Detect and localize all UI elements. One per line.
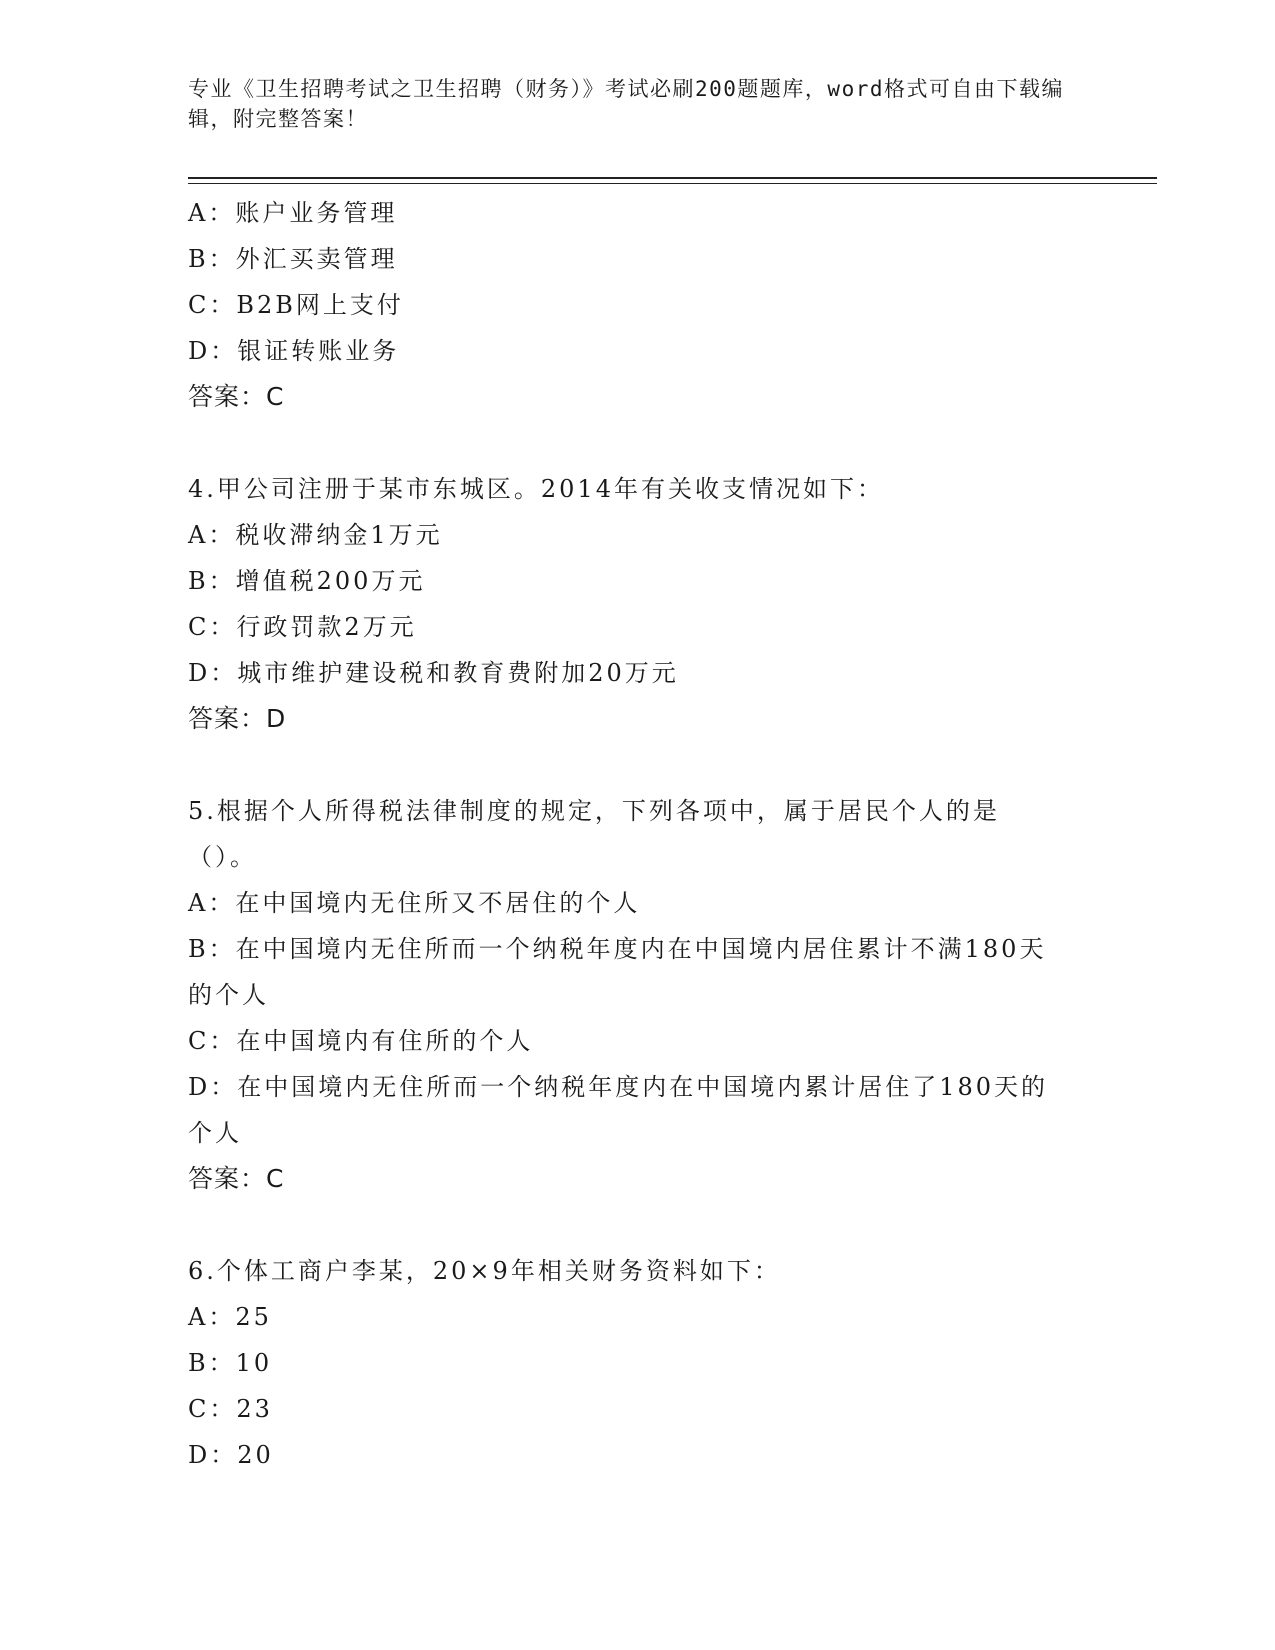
- answer: 答案：D: [188, 704, 287, 733]
- option-b: B：10: [188, 1349, 273, 1377]
- option-d: D：在中国境内无住所而一个纳税年度内在中国境内累计居住了180天的个人: [188, 1073, 1049, 1147]
- spacer: [188, 1202, 1088, 1248]
- spacer: [188, 420, 1088, 466]
- header-divider-thick: [188, 177, 1157, 179]
- option-c: C：在中国境内有住所的个人: [188, 1027, 534, 1055]
- question-5: [188, 788, 1088, 1202]
- document-header: 专业《卫生招聘考试之卫生招聘（财务）》考试必刷200题题库，word格式可自由下载编辑，附完整答案！: [188, 77, 1064, 131]
- option-a: A：账户业务管理: [188, 199, 398, 227]
- question-3: [188, 190, 1088, 420]
- option-d: D：银证转账业务: [188, 337, 400, 365]
- option-c: C：B2B网上支付: [188, 291, 404, 319]
- question-list: [188, 190, 1088, 1478]
- header-divider-thin: [188, 183, 1157, 184]
- option-c: C：23: [188, 1395, 273, 1423]
- question-title: 5.根据个人所得税法律制度的规定，下列各项中，属于居民个人的是（）。: [188, 797, 1000, 871]
- question-4: [188, 466, 1088, 742]
- question-title: 4.甲公司注册于某市东城区。2014年有关收支情况如下：: [188, 475, 884, 503]
- option-a: A：25: [188, 1303, 272, 1331]
- option-a: A：税收滞纳金1万元: [188, 521, 443, 549]
- option-c: C：行政罚款2万元: [188, 613, 417, 641]
- option-b: B：增值税200万元: [188, 567, 426, 595]
- option-d: D：城市维护建设税和教育费附加20万元: [188, 659, 679, 687]
- option-b: B：外汇买卖管理: [188, 245, 398, 273]
- question-6: [188, 1248, 1088, 1478]
- answer: 答案：C: [188, 1164, 285, 1193]
- answer: 答案：C: [188, 382, 285, 411]
- option-a: A：在中国境内无住所又不居住的个人: [188, 889, 641, 917]
- question-title: 6.个体工商户李某，20×9年相关财务资料如下：: [188, 1257, 781, 1285]
- option-d: D：20: [188, 1441, 274, 1469]
- spacer: [188, 742, 1088, 788]
- option-b: B：在中国境内无住所而一个纳税年度内在中国境内居住累计不满180天的个人: [188, 935, 1047, 1009]
